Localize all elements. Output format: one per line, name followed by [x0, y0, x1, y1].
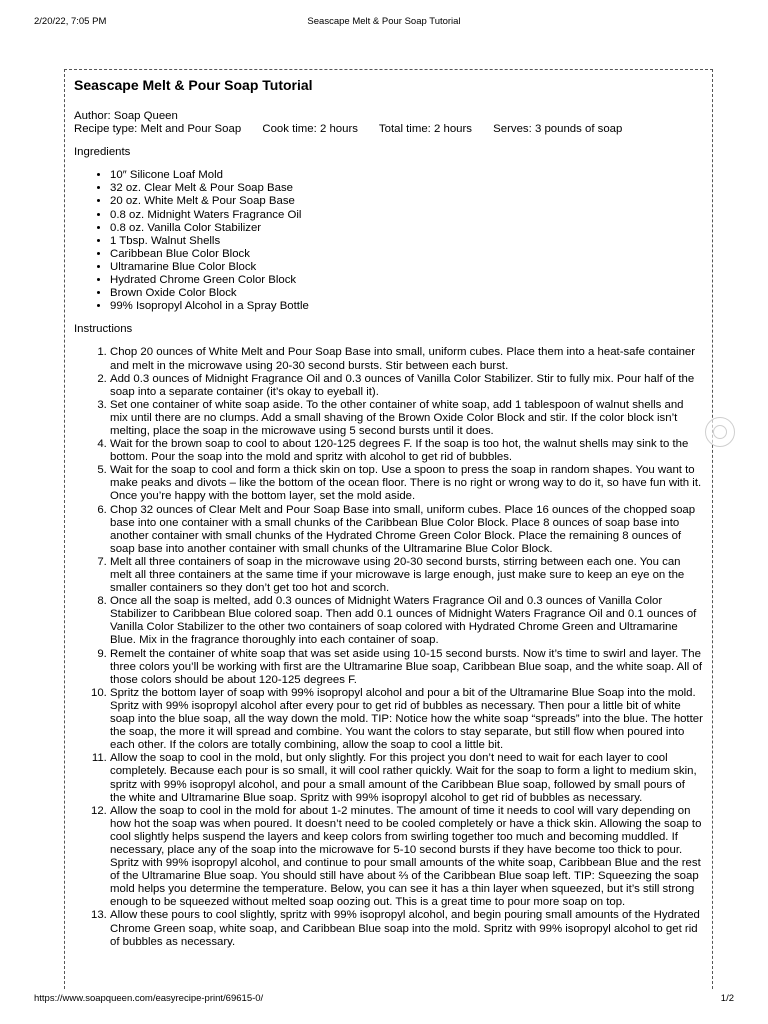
instruction-step: 11. Allow the soap to cool in the mold, but only slightly. For this project you don’t need to wait for each layer to cool completely. Because each pour is so small, it will cool rather quickly. Wait for the soap to form a light to medium skin, spritz with 99% isopropyl alcohol, and pour a small amount of the Caribbean Blue soap, followed by small pours of the white and Ultramarine Blue soap. Spritz with 99% isopropyl alcohol to get rid of bubbles as necessary.: [110, 752, 703, 804]
print-url: https://www.soapqueen.com/easyrecipe-print/69615-0/: [34, 993, 264, 1004]
print-header: [34, 16, 734, 30]
print-page-title: Seascape Melt & Pour Soap Tutorial: [307, 16, 461, 27]
print-page-number: 1/2: [720, 993, 734, 1004]
cook-time: Cook time: 2 hours: [262, 123, 358, 136]
total-time: Total time: 2 hours: [378, 123, 472, 136]
print-footer: [34, 993, 734, 1007]
instruction-step: 5. Wait for the soap to cool and form a thick skin on top. Use a spoon to press the soap in random shapes. You want to make peaks and divots – like the bottom of the ocean floor. There is no right or wrong way to do it, so have fun with it. Once you’re happy with the bottom layer, set the mold aside.: [110, 464, 703, 503]
instruction-step: 3. Set one container of white soap aside. To the other container of white soap, add 1 tablespoon of walnut shells and mix until there are no clumps. Add a small shaving of the Brown Oxide Color Block and stir. If the color block isn’t melting, place the soap in the microwave using 5 second bursts until it does.: [110, 399, 703, 438]
instruction-step: 7. Melt all three containers of soap in the microwave using 20-30 second bursts, stirring between each one. You can melt all three containers at the same time if your microwave is large enough, just make sure to keep an eye on the smaller containers so they don’t get too hot and scorch.: [110, 556, 703, 595]
page-scroll-handle[interactable]: [705, 417, 735, 447]
ingredient-item: • Hydrated Chrome Green Color Block: [110, 274, 703, 287]
instruction-step: 6. Chop 32 ounces of Clear Melt and Pour Soap Base into small, uniform cubes. Place 16 ounces of the chopped soap base into one container with a small chunks of the Caribbean Blue Color Block. Place 8 ounces of soap base into another container with small chunks of the Hydrated Chrome Green Color Block. Place the remaining 8 ounces of soap base into another container with small chunks of the Ultramarine Blue Color Block.: [110, 504, 703, 556]
ingredient-item: • 0.8 oz. Midnight Waters Fragrance Oil: [110, 209, 703, 222]
ingredient-item: • 32 oz. Clear Melt & Pour Soap Base: [110, 182, 703, 195]
ingredient-item: • Ultramarine Blue Color Block: [110, 261, 703, 274]
ingredient-item: • Brown Oxide Color Block: [110, 287, 703, 300]
ingredient-item: • 20 oz. White Melt & Pour Soap Base: [110, 195, 703, 208]
ingredient-item: • 99% Isopropyl Alcohol in a Spray Bottle: [110, 300, 703, 313]
ingredients-list: [74, 169, 703, 313]
ingredient-item: • 10″ Silicone Loaf Mold: [110, 169, 703, 182]
recipe-title: Seascape Melt & Pour Soap Tutorial: [74, 77, 313, 93]
instruction-step: 12. Allow the soap to cool in the mold for about 1-2 minutes. The amount of time it needs to cool will vary depending on how hot the soap was when poured. It doesn’t need to be cooled completely or have a thick skin. Allowing the soap to cool slightly helps suspend the layers and keep colors from swirling together too much and becoming muddled. If necessary, place any of the soap into the microwave for 5-10 second bursts if they have become too thick to pour. Spritz with 99% isopropyl alcohol, and continue to pour small amounts of the white soap, Caribbean Blue and the rest of the Ultramarine Blue soap. You should still have about ⅔ of the Caribbean Blue soap left. TIP: Squeezing the soap mold helps you determine the temperature. Below, you can see it has a thin layer when squeezed, but it’s still strong enough to be squeezed without melted soap oozing out. This is a great time to pour more soap on top.: [110, 805, 703, 910]
ingredient-item: • 0.8 oz. Vanilla Color Stabilizer: [110, 222, 703, 235]
instruction-step: 1. Chop 20 ounces of White Melt and Pour Soap Base into small, uniform cubes. Place them into a heat-safe container and melt in the microwave using 20-30 second bursts. Stir between each burst.: [110, 346, 703, 372]
recipe-type: Recipe type: Melt and Pour Soap: [74, 123, 242, 136]
print-datetime: 2/20/22, 7:05 PM: [34, 16, 107, 27]
instruction-step: 2. Add 0.3 ounces of Midnight Fragrance Oil and 0.3 ounces of Vanilla Color Stabilizer. Stir to fully mix. Pour half of the soap into a separate container (it’s okay to eyeball it).: [110, 373, 703, 399]
instruction-step: 10. Spritz the bottom layer of soap with 99% isopropyl alcohol and pour a bit of the Ultramarine Blue Soap into the mold. Spritz with 99% isopropyl alcohol after every pour to get rid of bubbles as necessary. Then pour a little bit of white soap into the blue soap, all the way down the mold. TIP: Notice how the white soap “spreads” into the blue. The hotter the soap, the more it will spread and combine. You want the colors to stay separate, but still flow when poured into each other. If the colors are totally combining, allow the soap to cool a little bit.: [110, 687, 703, 752]
instruction-step: 13. Allow these pours to cool slightly, spritz with 99% isopropyl alcohol, and begin pouring small amounts of the Hydrated Chrome Green soap, white soap, and Caribbean Blue soap into the mold. Spritz with 99% isopropyl alcohol to get rid of bubbles as necessary.: [110, 909, 703, 948]
recipe-author: Author: Soap Queen: [74, 110, 178, 122]
ingredients-heading: Ingredients: [74, 146, 131, 159]
ingredient-item: • 1 Tbsp. Walnut Shells: [110, 235, 703, 248]
instruction-step: 8. Once all the soap is melted, add 0.3 ounces of Midnight Waters Fragrance Oil and 0.3 ounces of Vanilla Color Stabilizer to Caribbean Blue colored soap. Then add 0.1 ounces of Midnight Waters Fragrance Oil and 0.1 ounces of Vanilla Color Stabilizer to the other two containers of soap colored with Hydrated Chrome Green and Ultramarine Blue. Mix in the fragrance thoroughly into each container of soap.: [110, 595, 703, 647]
instructions-list: [74, 346, 703, 948]
serves: Serves: 3 pounds of soap: [493, 123, 623, 136]
ingredient-item: • Caribbean Blue Color Block: [110, 248, 703, 261]
instructions-heading: Instructions: [74, 323, 133, 336]
instruction-step: 4. Wait for the brown soap to cool to about 120-125 degrees F. If the soap is too hot, the walnut shells may sink to the bottom. Pour the soap into the mold and spritz with alcohol to get rid of bubbles.: [110, 438, 703, 464]
instruction-step: 9. Remelt the container of white soap that was set aside using 10-15 second bursts. Now it’s time to swirl and layer. The three colors you’ll be working with first are the Ultramarine Blue soap, Caribbean Blue soap, and the white soap. All of those colors should be about 120-125 degrees F.: [110, 648, 703, 687]
recipe-meta-row: [74, 123, 703, 136]
recipe-card: [64, 69, 713, 989]
